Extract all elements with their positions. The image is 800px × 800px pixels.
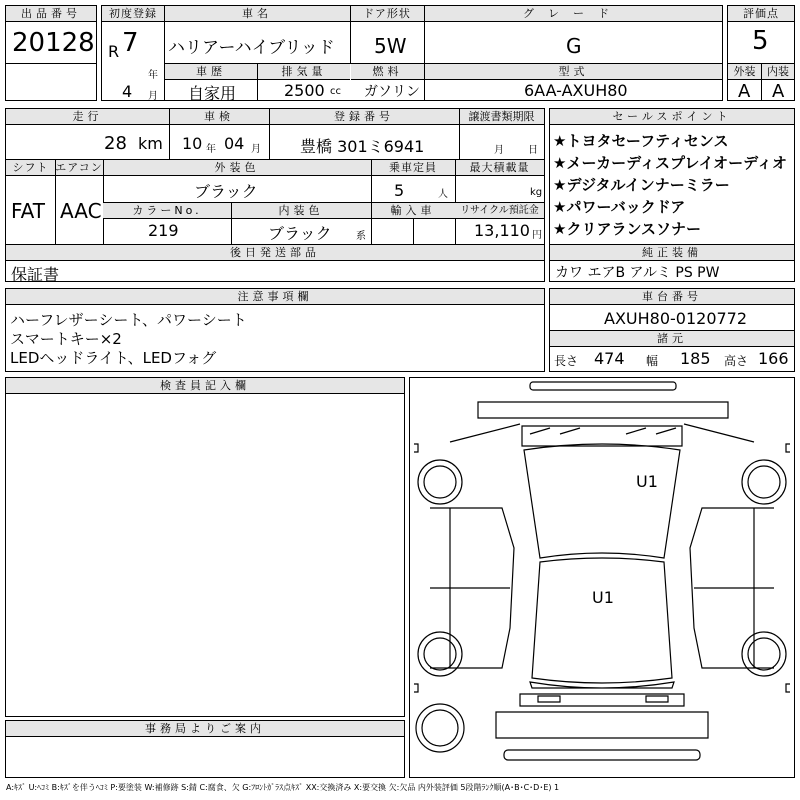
notes-label: 注意事項欄	[6, 289, 544, 305]
inspection-month-unit: 月	[251, 144, 261, 155]
max-load-label: 最大積載量	[455, 160, 544, 176]
exterior-score: A	[738, 81, 751, 102]
shift-label: シフト	[6, 160, 55, 176]
inspector-box	[5, 377, 405, 717]
selling-points-box	[549, 108, 795, 282]
month: 4	[122, 82, 133, 101]
height: 166	[758, 349, 789, 368]
mileage-unit: km	[138, 134, 163, 153]
vehicle-info-box	[101, 5, 723, 101]
notes-box	[5, 288, 545, 372]
fuel-label: 燃料	[351, 64, 424, 80]
width: 185	[680, 349, 711, 368]
ac-label: エアコン	[55, 161, 103, 174]
color-no-label: カラーNo.	[103, 203, 231, 219]
later-parts: 保証書	[11, 265, 60, 284]
legend: A:ｷｽﾞ U:ﾍｺﾐ B:ｷｽﾞを伴うﾍｺﾐ P:要塗装 W:補修跡 S:錆 C:腐食、欠 G:ﾌﾛﾝﾄｶﾞﾗｽ点ｷｽﾞ XX:交換済み X:要交換 欠:欠品 内外装評価 5段階ﾗﾝｸ順(A･B･C･D･E) 1	[6, 783, 560, 792]
equipment: カワ エアB アルミ PS PW	[555, 265, 720, 281]
plate-label: 登録番号	[269, 109, 459, 125]
selling-point: ★デジタルインナーミラー	[553, 176, 730, 194]
note-line: ハーフレザーシート、パワーシート	[10, 311, 247, 329]
displacement-unit: cc	[330, 86, 341, 97]
selling-point: ★パワーバックドア	[553, 198, 686, 216]
lot-number: 20128	[12, 28, 95, 58]
color-no: 219	[148, 221, 179, 240]
history: 自家用	[188, 84, 237, 103]
office-label: 事務局よりご案内	[6, 721, 404, 737]
air-conditioner: AAC	[60, 199, 102, 223]
inspection-year: 10	[182, 134, 203, 153]
recycle-label: リサイクル預託金	[455, 203, 544, 219]
grade: G	[566, 34, 582, 58]
exterior-color-label: 外装色	[103, 160, 371, 176]
car-diagram	[410, 378, 794, 777]
dims-label: 諸元	[550, 331, 794, 347]
capacity-unit: 人	[438, 189, 448, 200]
inspector-label: 検査員記入欄	[6, 378, 404, 394]
later-parts-label: 後日発送部品	[6, 245, 544, 261]
exterior-label: 外装	[728, 64, 761, 80]
interior-color: ブラック	[268, 224, 332, 243]
grade-label: グレード	[424, 6, 722, 22]
chassis-label: 車台番号	[550, 289, 794, 305]
inspection-label: 車検	[169, 109, 269, 125]
fuel: ガソリン	[364, 84, 420, 100]
capacity-label: 乗車定員	[371, 160, 455, 176]
year-unit: 年	[148, 70, 158, 81]
interior-color-label: 内装色	[231, 203, 371, 219]
note-line: スマートキー×2	[10, 330, 122, 348]
month-unit: 月	[148, 91, 158, 102]
car-name-label: 車名	[164, 6, 350, 22]
selling-point: ★クリアランスソナー	[553, 220, 701, 238]
door-label: ドア形状	[350, 6, 424, 22]
selling-point: ★メーカーディスプレイオーディオ	[553, 154, 787, 172]
recycle-fee: 13,110	[474, 221, 530, 240]
score-label: 評価点	[728, 6, 794, 22]
model-label: 型式	[425, 64, 722, 80]
transfer-label: 譲渡書類期限	[459, 109, 544, 125]
score-box	[727, 5, 795, 101]
capacity: 5	[394, 181, 405, 200]
length-label: 長さ	[554, 354, 579, 368]
displacement: 2500	[284, 81, 325, 100]
interior-color-suffix: 系	[356, 231, 366, 242]
displacement-label: 排気量	[258, 64, 350, 80]
shift: FAT	[11, 199, 46, 223]
era: R	[108, 42, 120, 61]
first-reg-label: 初度登録	[102, 6, 164, 22]
transfer-day-unit: 日	[528, 145, 538, 156]
history-label: 車歴	[165, 64, 257, 80]
lot-number-label: 出品番号	[6, 6, 96, 22]
score: 5	[752, 26, 769, 56]
car-diagram-box	[409, 377, 795, 778]
chassis-number: AXUH80-0120772	[604, 309, 748, 328]
first-reg-year: 7	[122, 28, 139, 58]
interior-score: A	[772, 81, 785, 102]
office-box	[5, 720, 405, 778]
max-load-unit: kg	[530, 187, 543, 198]
equipment-label: 純正装備	[550, 245, 794, 261]
exterior-color: ブラック	[194, 182, 258, 201]
selling-points-label: セールスポイント	[550, 109, 794, 125]
recycle-unit: 円	[532, 230, 542, 241]
damage-mark-front: U1	[636, 472, 658, 491]
height-label: 高さ	[724, 354, 749, 368]
note-line: LEDヘッドライト、LEDフォグ	[10, 349, 217, 367]
mileage-label: 走行	[6, 109, 169, 125]
import-label: 輸入車	[371, 203, 455, 219]
interior-label: 内装	[762, 64, 794, 80]
mileage: 28	[104, 133, 127, 154]
model: 6AA-AXUH80	[524, 81, 628, 100]
inspection-month: 04	[224, 134, 245, 153]
chassis-box	[549, 288, 795, 372]
plate-number: 豊橋 301ミ6941	[300, 137, 425, 156]
selling-point: ★トヨタセーフティセンス	[553, 132, 729, 150]
length: 474	[594, 349, 625, 368]
inspection-year-unit: 年	[206, 144, 216, 155]
lot-number-box	[5, 5, 97, 101]
width-label: 幅	[646, 354, 659, 368]
transfer-month-unit: 月	[494, 145, 504, 156]
registration-box	[5, 108, 545, 282]
damage-mark-center: U1	[592, 588, 614, 607]
car-name: ハリアーハイブリッド	[168, 38, 335, 58]
door: 5W	[374, 34, 407, 58]
